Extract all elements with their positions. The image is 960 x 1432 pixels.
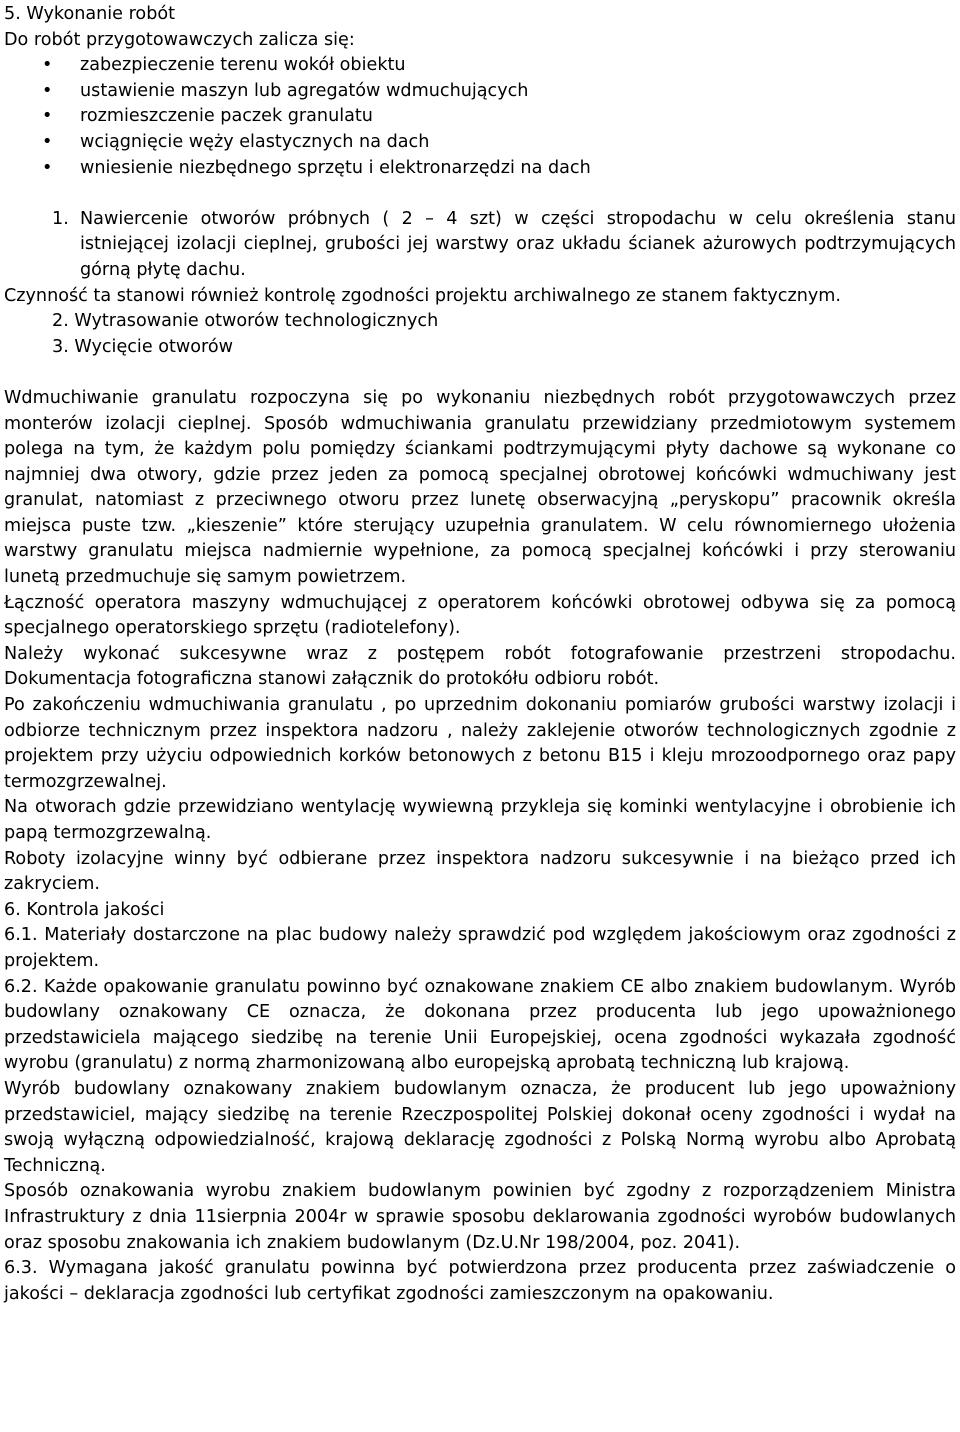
list-item-text: ustawienie maszyn lub agregatów wdmuchujących xyxy=(80,80,529,101)
control-note: Czynność ta stanowi również kontrolę zgodności projektu archiwalnego ze stanem faktycznym. xyxy=(4,285,841,306)
list-item xyxy=(4,104,956,130)
paragraph-6-2-ce: 6.2. Każde opakowanie granulatu powinno być oznakowane znakiem CE albo znakiem budowlanym. Wyrób budowlany oznakowany CE oznacza, że dokonana przez producenta lub jego upoważnionego przedstawiciela mającego siedzibę na terenie Unii Europejskiej, ocena zgodności wykazała zgodność wyrobu (granulatu) z normą zharmonizowaną albo europejską aprobatą techniczną lub krajową. xyxy=(4,976,956,1074)
section-6-heading: 6. Kontrola jakości xyxy=(4,899,165,920)
after-blowing-paragraph: Po zakończeniu wdmuchiwania granulatu , po uprzednim dokonaniu pomiarów grubości warstwy izolacji i odbiorze technicznym przez inspektora nadzoru , należy zaklejenie otworów technologicznych zgodnie z projektem przy użyciu odpowiednich korków betonowych z betonu B15 i kleju mrozoodpornego oraz papy termozgrzewalnej. xyxy=(4,695,956,792)
bullet-icon: • xyxy=(42,55,53,76)
bullet-icon: • xyxy=(42,131,53,152)
step-1-drilling xyxy=(4,207,956,284)
bullet-icon: • xyxy=(42,80,53,101)
paragraph-6-2-national-mark: Wyrób budowlany oznakowany znakiem budowlanym oznacza, że producent lub jego upoważniony przedstawiciel, mający siedzibę na terenie Rzeczpospolitej Polskiej dokonał oceny zgodności i wydał na swoją wyłączną odpowiedzialność, krajową deklarację zgodności z Polską Normą wyrobu albo Aprobatą Techniczną. xyxy=(4,1078,956,1176)
blank-line xyxy=(4,181,956,207)
preparatory-works-list xyxy=(4,53,956,181)
step-2-tracing: 2. Wytrasowanie otworów technologicznych xyxy=(52,311,439,332)
list-item xyxy=(4,53,956,79)
bullet-icon: • xyxy=(42,106,53,127)
paragraph-6-3: 6.3. Wymagana jakość granulatu powinna być potwierdzona przez producenta przez zaświadczenie o jakości – deklaracja zgodności lub certyfikat zgodności zamieszczonym na opakowaniu. xyxy=(4,1258,956,1304)
paragraph-6-2-marking-method: Sposób oznakowania wyrobu znakiem budowlanym powinien być zgodny z rozporządzeniem Ministra Infrastruktury z dnia 11sierpnia 2004r w sprawie sposobu deklarowania zgodności wyrobów budowlanych oraz sposobu znakowania ich znakiem budowlanym (Dz.U.Nr 198/2004, poz. 2041). xyxy=(4,1181,956,1253)
step-3-cutting: 3. Wycięcie otworów xyxy=(52,336,234,357)
list-item-text: wciągnięcie węży elastycznych na dach xyxy=(80,131,430,152)
list-item-text: rozmieszczenie paczek granulatu xyxy=(80,106,373,127)
preparatory-works-intro: Do robót przygotowawczych zalicza się: xyxy=(4,29,355,50)
list-item xyxy=(4,79,956,105)
list-item-text: zabezpieczenie terenu wokół obiektu xyxy=(80,55,406,76)
bullet-icon: • xyxy=(42,157,53,178)
acceptance-paragraph: Roboty izolacyjne winny być odbierane przez inspektora nadzoru sukcesywnie i na bieżąco przed ich zakryciem. xyxy=(4,848,956,895)
list-item xyxy=(4,130,956,156)
paragraph-6-1: 6.1. Materiały dostarczone na plac budowy należy sprawdzić pod względem jakościowym oraz zgodności z projektem. xyxy=(4,925,956,971)
ventilation-paragraph: Na otworach gdzie przewidziano wentylację wywiewną przykleja się kominki wentylacyjne i obrobienie ich papą termozgrzewalną. xyxy=(4,797,956,843)
section-5-heading: 5. Wykonanie robót xyxy=(4,4,176,24)
photo-documentation-paragraph: Należy wykonać sukcesywne wraz z postępem robót fotografowanie przestrzeni stropodachu. Dokumentacja fotograficzna stanowi załącznik do protokółu odbioru robót. xyxy=(4,643,956,690)
list-item xyxy=(4,156,956,182)
list-item-text: wniesienie niezbędnego sprzętu i elektronarzędzi na dach xyxy=(80,157,591,178)
operator-communication-paragraph: Łączność operatora maszyny wdmuchującej z operatorem końcówki obrotowej odbywa się za pomocą specjalnego operatorskiego sprzętu (radiotelefony). xyxy=(4,592,956,639)
step-number: 1. xyxy=(52,208,69,229)
granulate-blowing-paragraph: Wdmuchiwanie granulatu rozpoczyna się po wykonaniu niezbędnych robót przygotowawczych przez monterów izolacji cieplnej. Sposób wdmuchiwania granulatu przewidziany przedmiotowym systemem polega na tym, że każdym polu pomiędzy ściankami podtrzymującymi płyty dachowe są wykonane co najmniej dwa otwory, gdzie przez jeden za pomocą specjalnej obrotowej końcówki wdmuchiwany jest granulat, natomiast z przeciwnego otworu przez lunetę obserwacyjną „peryskopu” pracownik określa miejsca puste tzw. „kieszenie” które sterujący uzupełnia granulatem. W celu równomiernego ułożenia warstwy granulatu miejsca nadmiernie wypełnione, za pomocą specjalnej końcówki i przy sterowaniu lunetą przedmuchuje się samym powietrzem. xyxy=(4,387,956,588)
blank-line xyxy=(4,360,956,386)
step-text: Nawiercenie otworów próbnych ( 2 – 4 szt) w części stropodachu w celu określenia stanu istniejącej izolacji cieplnej, grubości jej warstwy oraz układu ścianek ażurowych podtrzymujących górną płytę dachu. xyxy=(80,208,956,280)
